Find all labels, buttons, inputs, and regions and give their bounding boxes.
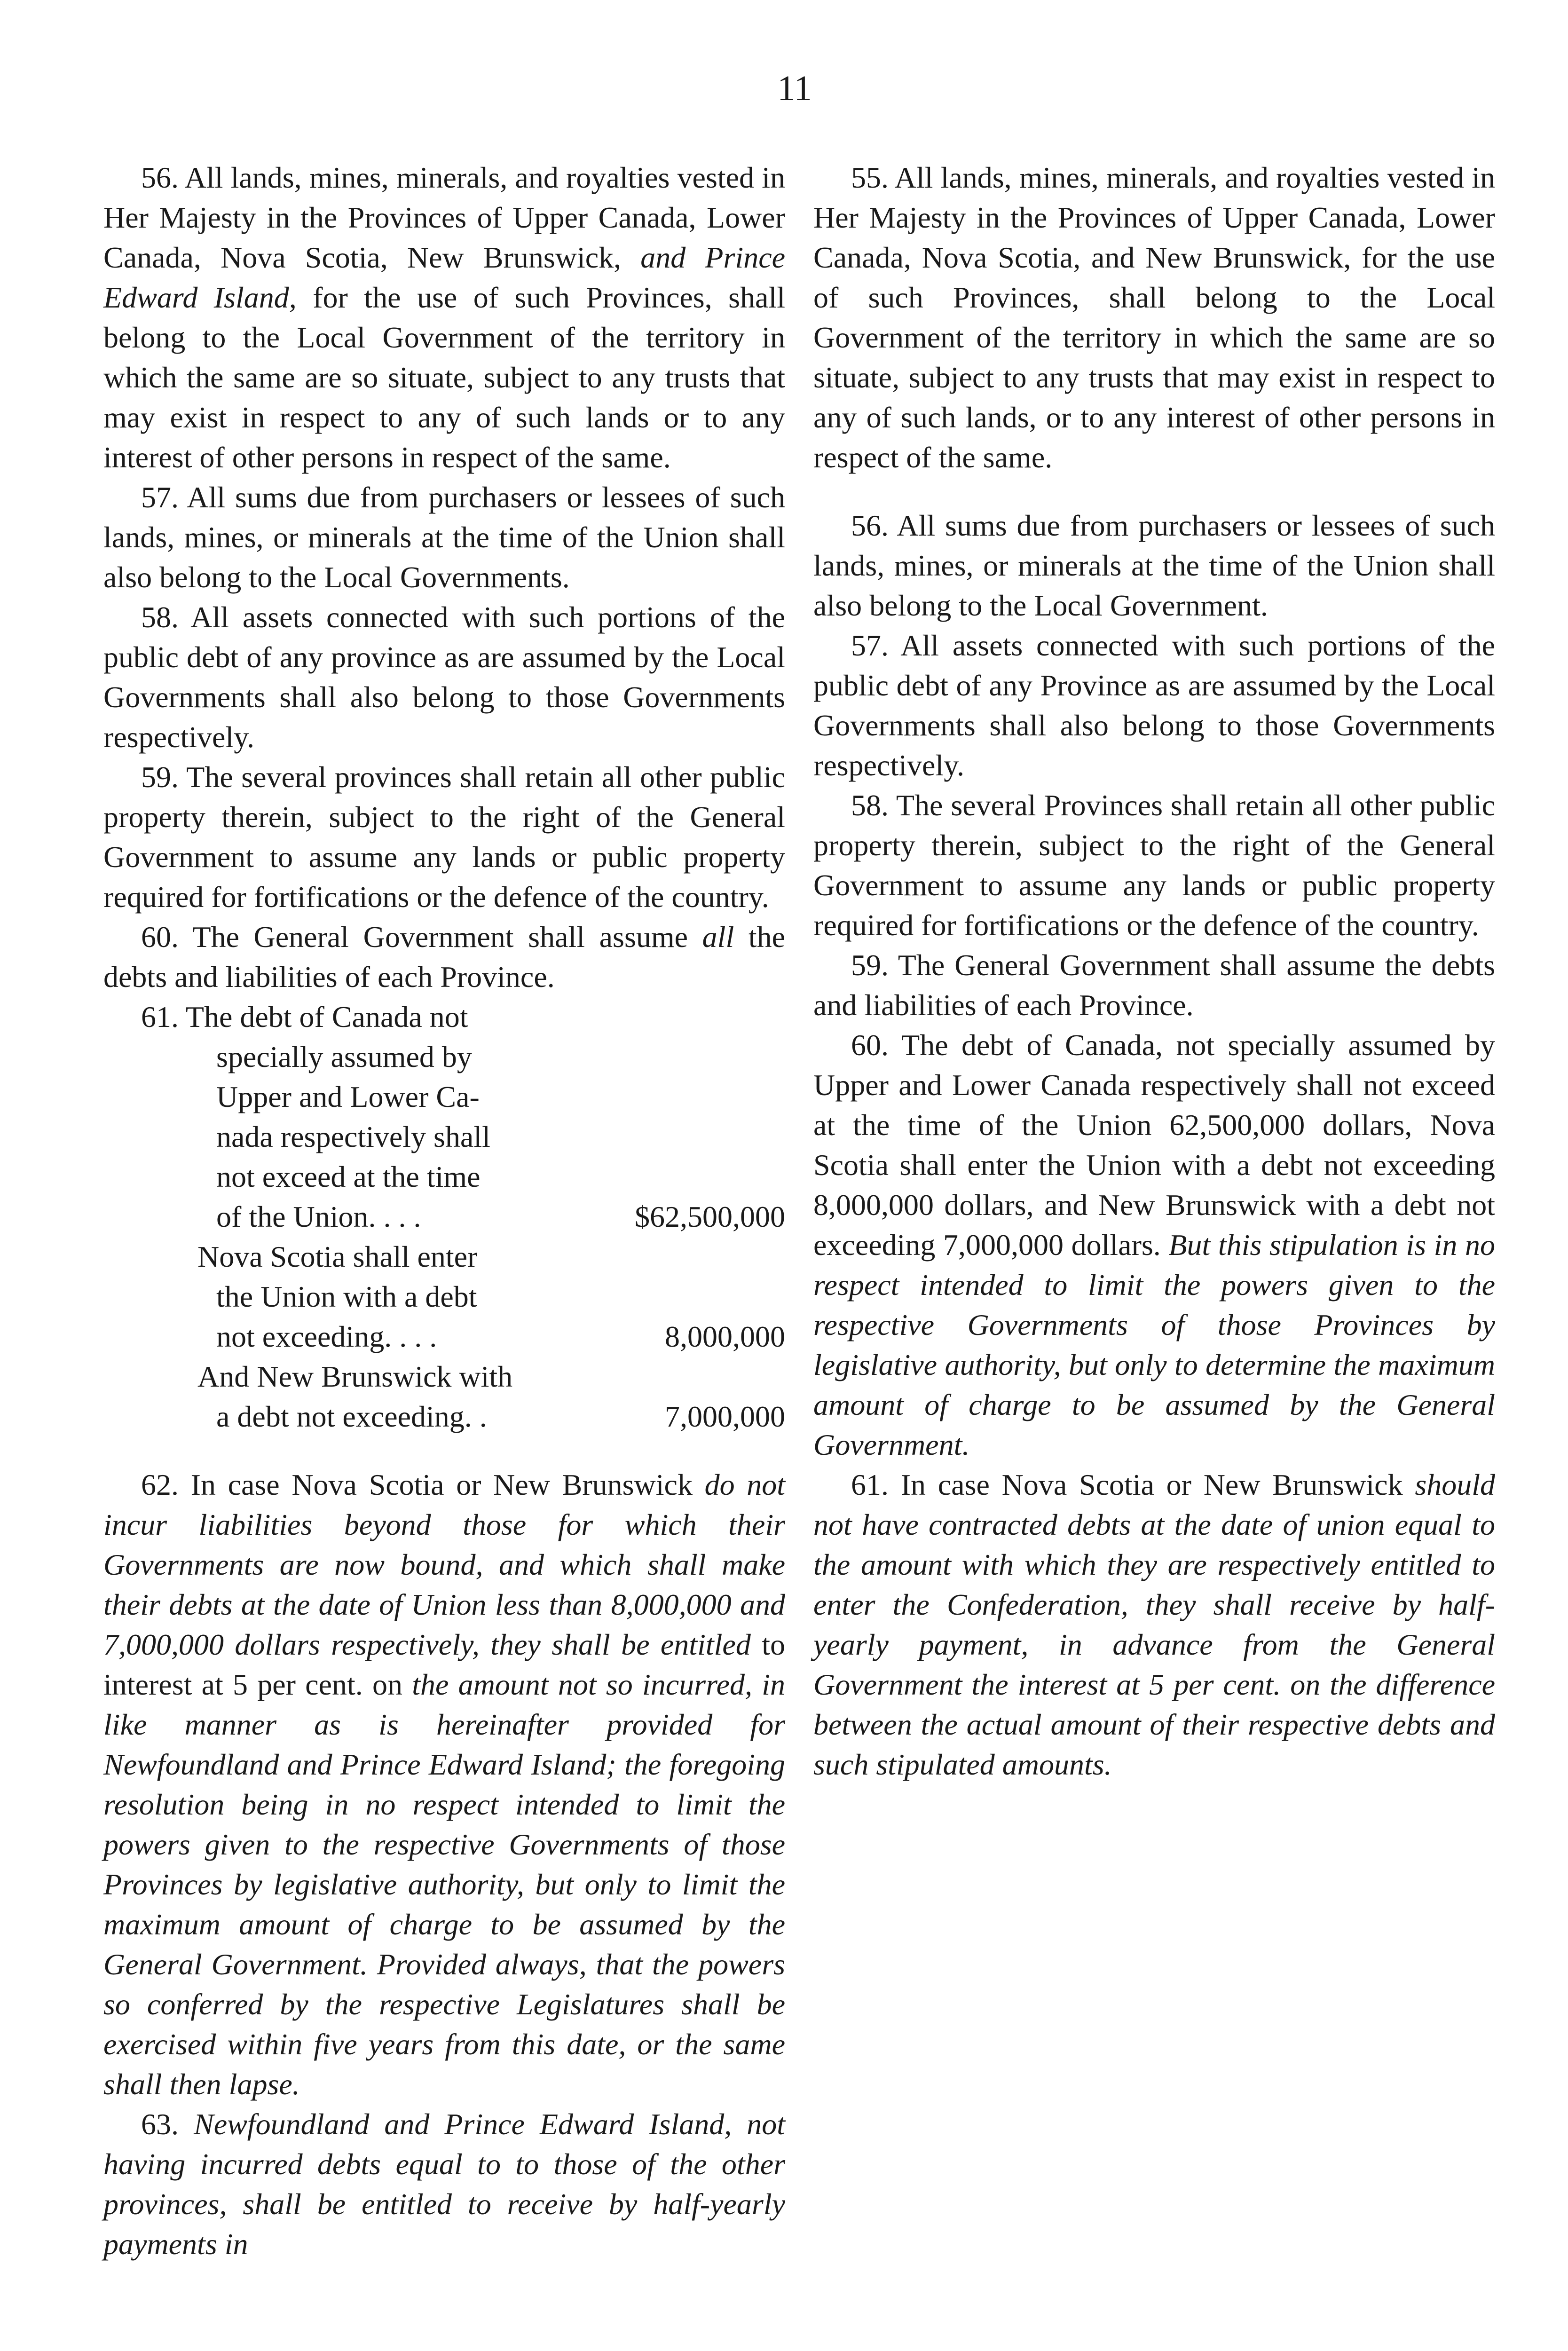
debt-row-text: the Union with a debt [216, 1280, 477, 1313]
left-resolution-56 [103, 158, 785, 477]
right-resolution-55: 55. All lands, mines, minerals, and royalties vested in Her Majesty in the Provinces of Upper Canada, Lower Canada, Nova Scotia, and New Brunswick, for the use of such Provinces, shall belong to the Local Government of the territory in which the same are so situate, subject to any trusts that may exist in respect to any of such lands, or to any interest of other persons in respect of the same. [813, 161, 1495, 474]
debt-row [103, 1237, 785, 1277]
debt-row [103, 1077, 785, 1117]
debt-row-amount: 8,000,000 [665, 1320, 785, 1353]
debt-row-text: Nova Scotia shall enter [197, 1240, 478, 1273]
text-run: 61. In case Nova Scotia or New Brunswick [851, 1468, 1415, 1501]
right-resolution-61 [813, 1465, 1495, 1784]
text-run: 60. The General Government shall assume [141, 920, 702, 954]
text-run: 60. The debt of Canada, not specially assumed by Upper and Lower Canada respectively shall not exceed at the time of the Union 62,500,000 dollars, Nova Scotia shall enter the Union with a debt not exceeding 8,000,000 dollars, and New Brunswick with a debt not exceeding 7,000,000 dollars. [813, 1028, 1495, 1262]
debt-row [103, 1197, 785, 1237]
italic-run: all [702, 920, 734, 954]
left-resolution-63 [103, 2104, 785, 2264]
italic-run: and Prince Edward Island, [103, 241, 785, 314]
text-run: 63. [141, 2107, 194, 2141]
debt-row-amount: 7,000,000 [665, 1400, 785, 1433]
right-resolution-60 [813, 1025, 1495, 1465]
italic-run: do not incur liabilities beyond those for which their Governments are now bound, and which shall make their debts at the date of Union less than 8,000,000 and 7,000,000 dollars respectively, they shall be entitled [103, 1468, 786, 1661]
text-run: to interest at 5 per cent. on [103, 1628, 786, 1701]
left-resolution-62 [103, 1465, 785, 2104]
debt-row-amount: $62,500,000 [635, 1200, 785, 1233]
debt-row [103, 1396, 785, 1436]
left-resolution-57: 57. All sums due from purchasers or lessees of such lands, mines, or minerals at the time of the Union shall also belong to the Local Governments. [103, 481, 785, 594]
left-resolution-59: 59. The several provinces shall retain all other public property therein, subject to the right of the General Government to assume any lands or public property required for fortifications or the defence of the country. [103, 760, 785, 914]
left-resolution-58: 58. All assets connected with such portions of the public debt of any province as are assumed by the Local Governments shall also belong to those Governments respectively. [103, 600, 785, 754]
left-column-previous-resolutions [103, 158, 785, 2264]
debt-row-text: of the Union. . . . [216, 1200, 421, 1233]
page-number: 11 [777, 69, 812, 108]
text-run: 56. All lands, mines, minerals, and royalties vested in Her Majesty in the Provinces of Upper Canada, Lower Canada, Nova Scotia, New Brunswick, [103, 161, 785, 274]
left-resolution-60 [103, 917, 785, 997]
left-resolution-61-debt-table [103, 997, 785, 1436]
debt-row-text: a debt not exceeding. . [216, 1400, 487, 1433]
right-resolution-57: 57. All assets connected with such portions of the public debt of any Province as are assumed by the Local Governments shall also belong to those Governments respectively. [813, 629, 1495, 782]
debt-row-text: And New Brunswick with [197, 1360, 513, 1393]
italic-run: But this stipulation is in no respect intended to limit the powers given to the respective Governments of those Provinces by legislative authority, but only to determine the maximum amount of charge to be assumed by the General Government. [813, 1228, 1496, 1461]
debt-row [103, 1117, 785, 1157]
debt-row-text: Upper and Lower Ca- [216, 1080, 480, 1113]
debt-row [103, 1277, 785, 1317]
italic-run: Newfoundland and Prince Edward Island, not having incurred debts equal to to those of the other provinces, shall be entitled to receive by half-yearly payments in [103, 2107, 786, 2261]
debt-row [103, 1157, 785, 1197]
text-run: for the use of such Provinces, shall belong to the Local Government of the territory in which the same are so situate, subject to any trusts that may exist in respect to any of such lands or to any interest of other persons in respect of the same. [103, 281, 786, 474]
debt-row-text: nada respectively shall [216, 1120, 490, 1153]
debt-row [103, 1037, 785, 1077]
debt-row [103, 1317, 785, 1357]
right-column-amended-resolutions [813, 158, 1495, 1784]
debt-row [103, 1357, 785, 1396]
italic-run: the amount not so incurred, in like manner as is hereinafter provided for Newfoundland and Prince Edward Island; the foregoing resolution being in no respect intended to limit the powers given to the respective Governments of those Provinces by legislative authority, but only to limit the maximum amount of charge to be assumed by the General Government. Provided always, that the powers so conferred by the respective Legislatures shall be exercised within five years from this date, or the same shall then lapse. [103, 1668, 786, 2101]
debt-row-text: specially assumed by [216, 1040, 472, 1073]
debt-row-text: not exceed at the time [216, 1160, 481, 1193]
right-resolution-56: 56. All sums due from purchasers or lessees of such lands, mines, or minerals at the time of the Union shall also belong to the Local Government. [813, 509, 1495, 622]
text-run: the debts and liabilities of each Province. [103, 920, 786, 994]
right-resolution-58: 58. The several Provinces shall retain all other public property therein, subject to the right of the General Government to assume any lands or public property required for fortifications or the defence of the country. [813, 789, 1495, 942]
text-run: 62. In case Nova Scotia or New Brunswick [141, 1468, 705, 1501]
debt-row-text: 61. The debt of Canada not [141, 1000, 468, 1033]
debt-row [103, 997, 785, 1037]
debt-row-text: not exceeding. . . . [216, 1320, 437, 1353]
right-resolution-59: 59. The General Government shall assume the debts and liabilities of each Province. [813, 948, 1495, 1022]
italic-run: should not have contracted debts at the date of union equal to the amount with which they are respectively entitled to enter the Confederation, they shall receive by half-yearly payment, in advance from the General Government the interest at 5 per cent. on the difference between the actual amount of their respective debts and such stipulated amounts. [813, 1468, 1495, 1781]
